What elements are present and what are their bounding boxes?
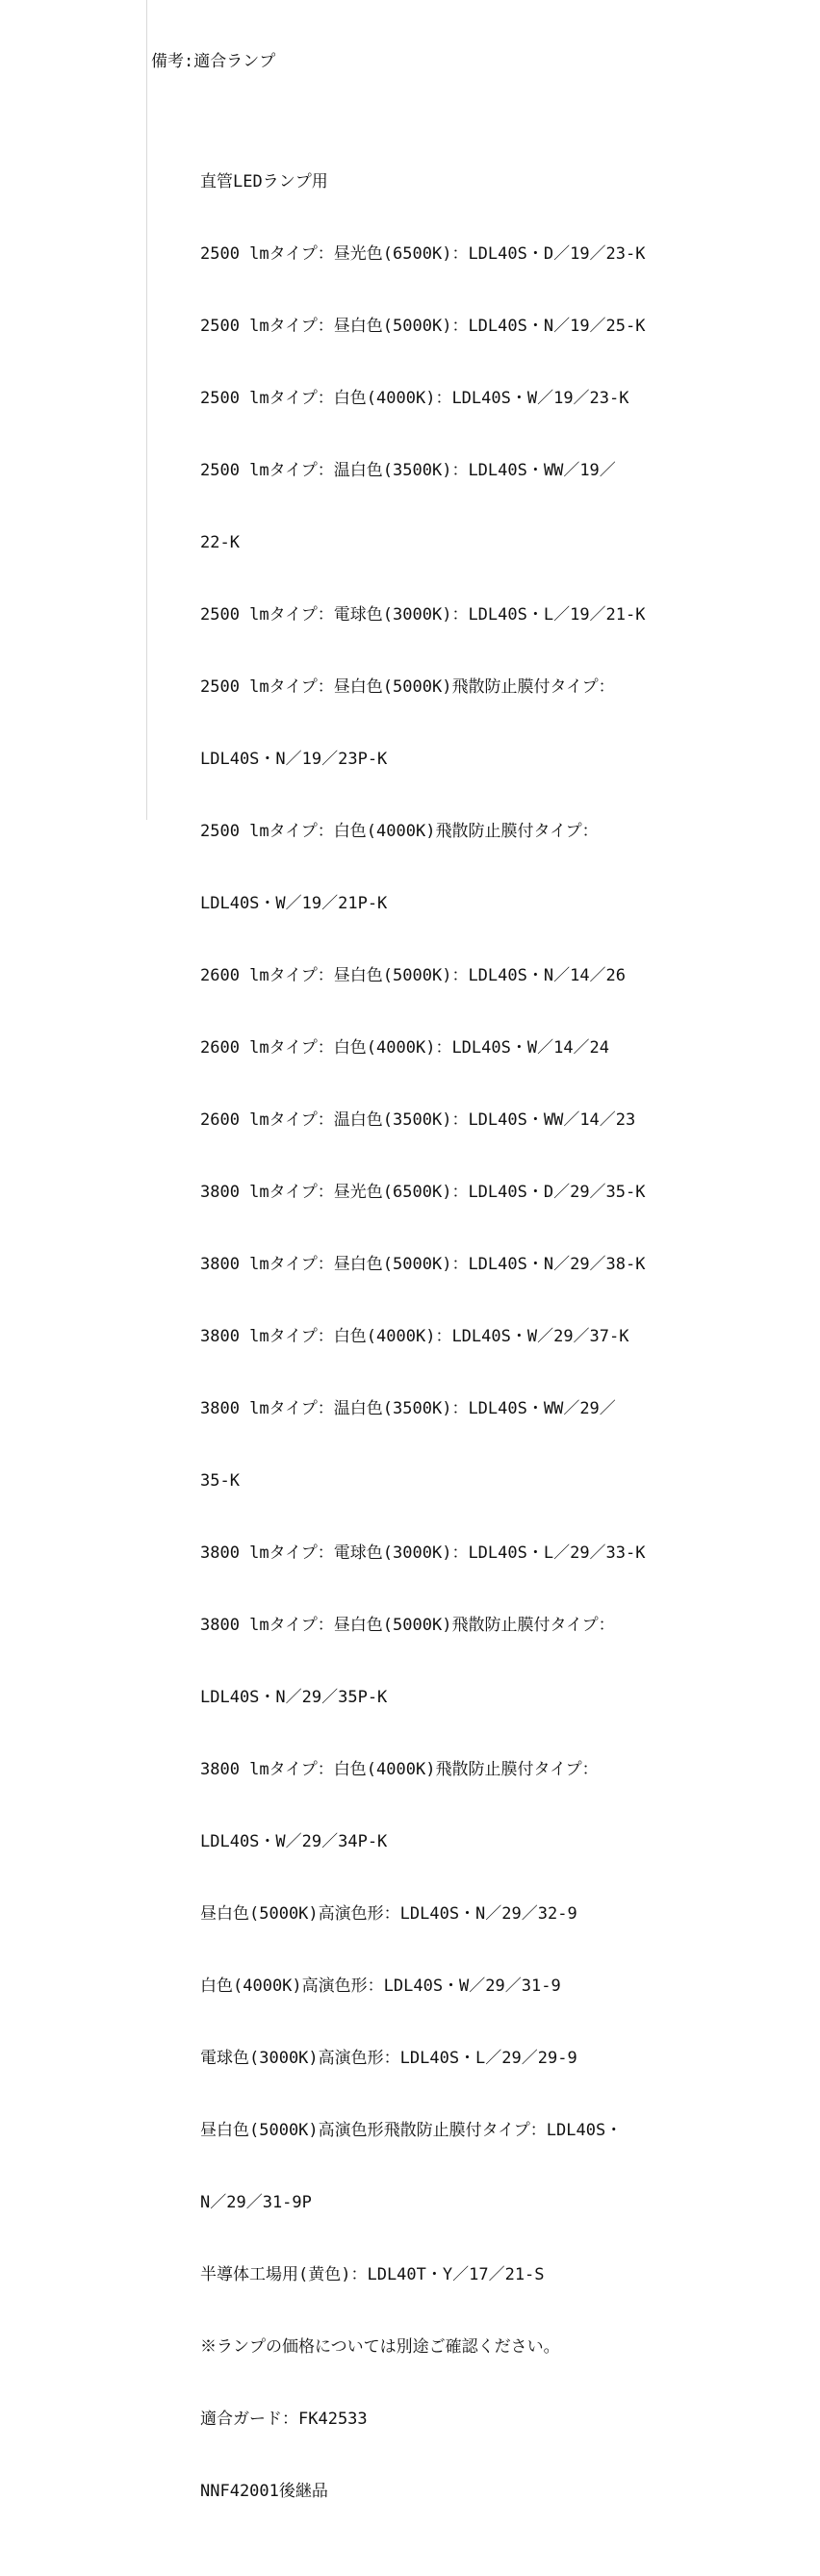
list-item: 3800 lmタイプ：電球色(3000K)：LDL40S・L／29／33-K [200, 1543, 646, 1563]
list-item: NNF42001後継品 [200, 2482, 328, 2501]
left-divider-line [146, 0, 147, 820]
list-item: 電球色(3000K)高演色形：LDL40S・L／29／29-9 [200, 2049, 577, 2068]
list-item: 直管LEDランプ用 [200, 172, 328, 191]
list-item: 半導体工場用(黄色)：LDL40T・Y／17／21-S [200, 2265, 545, 2284]
list-item: LDL40S・N／29／35P-K [200, 1688, 388, 1707]
lamp-list [151, 122, 815, 2552]
list-item: 3800 lmタイプ：白色(4000K)飛散防止膜付タイプ： [200, 1760, 599, 1779]
list-item: LDL40S・N／19／23P-K [200, 750, 388, 769]
list-item: 昼白色(5000K)高演色形飛散防止膜付タイプ：LDL40S・ [200, 2121, 623, 2140]
list-item: LDL40S・W／29／34P-K [200, 1832, 388, 1851]
spec-notes [151, 2, 815, 2576]
list-item: 3800 lmタイプ：昼光色(6500K)：LDL40S・D／29／35-K [200, 1183, 646, 1202]
list-item: 2500 lmタイプ：温白色(3500K)：LDL40S・WW／19／ [200, 461, 616, 480]
list-item: 2500 lmタイプ：昼光色(6500K)：LDL40S・D／19／23-K [200, 244, 646, 264]
list-item: 3800 lmタイプ：白色(4000K)：LDL40S・W／29／37-K [200, 1327, 629, 1346]
list-item: 2600 lmタイプ：白色(4000K)：LDL40S・W／14／24 [200, 1038, 610, 1058]
list-item: 2500 lmタイプ：電球色(3000K)：LDL40S・L／19／21-K [200, 605, 646, 625]
list-item: 適合ガード：FK42533 [200, 2410, 368, 2429]
list-item: 3800 lmタイプ：昼白色(5000K)飛散防止膜付タイプ： [200, 1616, 615, 1635]
list-item: 3800 lmタイプ：温白色(3500K)：LDL40S・WW／29／ [200, 1399, 616, 1418]
list-item: LDL40S・W／19／21P-K [200, 894, 388, 913]
list-item: 2500 lmタイプ：白色(4000K)飛散防止膜付タイプ： [200, 822, 599, 841]
list-item: 2600 lmタイプ：温白色(3500K)：LDL40S・WW／14／23 [200, 1110, 636, 1130]
list-item: 白色(4000K)高演色形：LDL40S・W／29／31-9 [200, 1977, 561, 1996]
list-item: 2500 lmタイプ：昼白色(5000K)飛散防止膜付タイプ： [200, 677, 615, 697]
notes-heading: 備考:適合ランプ [151, 52, 276, 71]
list-item: N／29／31-9P [200, 2193, 312, 2212]
list-item: 35-K [200, 1471, 240, 1491]
list-item: 2600 lmタイプ：昼白色(5000K)：LDL40S・N／14／26 [200, 966, 627, 985]
list-item: 2500 lmタイプ：昼白色(5000K)：LDL40S・N／19／25-K [200, 317, 646, 336]
list-item: 昼白色(5000K)高演色形：LDL40S・N／29／32-9 [200, 1904, 577, 1924]
list-item: 3800 lmタイプ：昼白色(5000K)：LDL40S・N／29／38-K [200, 1255, 646, 1274]
list-item: ※ランプの価格については別途ご確認ください。 [200, 2337, 560, 2357]
list-item: 2500 lmタイプ：白色(4000K)：LDL40S・W／19／23-K [200, 389, 629, 408]
list-item: 22-K [200, 533, 240, 552]
